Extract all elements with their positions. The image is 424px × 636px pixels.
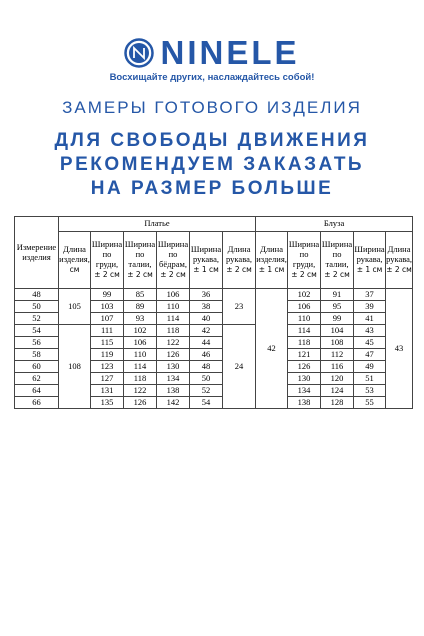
dress-value-cell: 52: [190, 385, 223, 397]
dress-value-cell: 44: [190, 337, 223, 349]
dress-value-cell: 110: [124, 349, 157, 361]
column-unit: ± 2 см: [386, 264, 412, 274]
blouse-value-cell: 102: [288, 289, 321, 301]
dress-column-header: [157, 232, 190, 289]
brand-name: NINELE: [160, 34, 300, 71]
column-name: Ширина по груди,: [91, 239, 123, 269]
dress-value-cell: 118: [124, 373, 157, 385]
dress-sleeve-length-cell: 23: [223, 289, 256, 325]
size-chart-table: [14, 216, 413, 409]
column-name: Длина рукава,: [386, 244, 413, 265]
blouse-sleeve-length-cell: 43: [386, 289, 413, 409]
blouse-length-cell: 42: [256, 289, 288, 409]
dress-column-header: [223, 232, 256, 289]
blouse-value-cell: 43: [354, 325, 386, 337]
dress-value-cell: 114: [157, 313, 190, 325]
column-unit: ± 1 см: [356, 264, 383, 274]
blouse-value-cell: 91: [321, 289, 354, 301]
table-row: [15, 289, 413, 301]
dress-value-cell: 134: [157, 373, 190, 385]
column-unit: ± 2 см: [291, 269, 317, 279]
column-unit: ± 2 см: [94, 269, 120, 279]
dress-value-cell: 127: [91, 373, 124, 385]
column-unit: ± 1 см: [193, 264, 219, 274]
column-name: Ширина по талии,: [124, 239, 156, 269]
size-cell: 66: [15, 397, 59, 409]
column-name: Ширина по талии,: [321, 239, 353, 269]
dress-value-cell: 126: [124, 397, 157, 409]
blouse-value-cell: 130: [288, 373, 321, 385]
dress-length-cell: 108: [59, 325, 91, 409]
dress-value-cell: 89: [124, 301, 157, 313]
dress-value-cell: 48: [190, 361, 223, 373]
page-subtitle: ЗАМЕРЫ ГОТОВОГО ИЗДЕЛИЯ: [62, 98, 362, 117]
dress-group-header: Платье: [59, 217, 256, 232]
blouse-value-cell: 37: [354, 289, 386, 301]
dress-value-cell: 126: [157, 349, 190, 361]
dress-value-cell: 110: [157, 301, 190, 313]
blouse-value-cell: 128: [321, 397, 354, 409]
column-name: Ширина рукава,: [190, 244, 222, 265]
dress-value-cell: 93: [124, 313, 157, 325]
blouse-value-cell: 41: [354, 313, 386, 325]
dress-value-cell: 54: [190, 397, 223, 409]
dress-value-cell: 114: [124, 361, 157, 373]
blouse-value-cell: 121: [288, 349, 321, 361]
blouse-value-cell: 138: [288, 397, 321, 409]
blouse-value-cell: 39: [354, 301, 386, 313]
column-name: Длина изделия,: [59, 244, 90, 265]
column-unit: ± 2 см: [226, 264, 252, 274]
dress-value-cell: 119: [91, 349, 124, 361]
dress-value-cell: 102: [124, 325, 157, 337]
size-cell: 52: [15, 313, 59, 325]
blouse-value-cell: 47: [354, 349, 386, 361]
blouse-value-cell: 124: [321, 385, 354, 397]
dress-column-header: [190, 232, 223, 289]
blouse-column-header: [386, 232, 413, 289]
n-monogram-icon: [124, 38, 154, 68]
heading-line-2: РЕКОМЕНДУЕМ ЗАКАЗАТЬ: [59, 154, 365, 175]
dress-value-cell: 142: [157, 397, 190, 409]
column-unit: ± 2 см: [324, 269, 350, 279]
heading-line-3: НА РАЗМЕР БОЛЬШЕ: [90, 178, 334, 199]
column-name: Длина рукава,: [226, 244, 252, 265]
size-header: Измерение изделия: [15, 217, 59, 289]
blouse-column-header: [288, 232, 321, 289]
dress-value-cell: 42: [190, 325, 223, 337]
column-unit: см: [69, 264, 80, 274]
blouse-group-header: Блуза: [256, 217, 413, 232]
dress-column-header: [59, 232, 91, 289]
column-name: Ширина рукава,: [354, 244, 385, 265]
dress-value-cell: 111: [91, 325, 124, 337]
size-cell: 56: [15, 337, 59, 349]
blouse-value-cell: 134: [288, 385, 321, 397]
size-cell: 58: [15, 349, 59, 361]
blouse-value-cell: 104: [321, 325, 354, 337]
table-row: [15, 325, 413, 337]
blouse-column-header: [321, 232, 354, 289]
column-name: Длина изделия,: [256, 244, 287, 265]
dress-value-cell: 123: [91, 361, 124, 373]
dress-column-header: [91, 232, 124, 289]
blouse-value-cell: 126: [288, 361, 321, 373]
dress-value-cell: 135: [91, 397, 124, 409]
dress-value-cell: 122: [157, 337, 190, 349]
blouse-value-cell: 116: [321, 361, 354, 373]
dress-value-cell: 118: [157, 325, 190, 337]
column-unit: ± 2 см: [127, 269, 153, 279]
dress-value-cell: 115: [91, 337, 124, 349]
size-cell: 48: [15, 289, 59, 301]
dress-value-cell: 85: [124, 289, 157, 301]
size-cell: 64: [15, 385, 59, 397]
blouse-value-cell: 114: [288, 325, 321, 337]
blouse-value-cell: 99: [321, 313, 354, 325]
dress-value-cell: 106: [124, 337, 157, 349]
dress-value-cell: 106: [157, 289, 190, 301]
dress-value-cell: 103: [91, 301, 124, 313]
dress-value-cell: 138: [157, 385, 190, 397]
column-unit: ± 1 см: [258, 264, 285, 274]
dress-value-cell: 36: [190, 289, 223, 301]
size-cell: 62: [15, 373, 59, 385]
blouse-value-cell: 51: [354, 373, 386, 385]
dress-value-cell: 40: [190, 313, 223, 325]
dress-column-header: [124, 232, 157, 289]
blouse-value-cell: 45: [354, 337, 386, 349]
brand-logo: [0, 36, 424, 70]
dress-value-cell: 46: [190, 349, 223, 361]
blouse-value-cell: 95: [321, 301, 354, 313]
blouse-value-cell: 106: [288, 301, 321, 313]
dress-value-cell: 122: [124, 385, 157, 397]
column-name: Ширина по бёдрам,: [157, 239, 189, 269]
dress-value-cell: 130: [157, 361, 190, 373]
blouse-value-cell: 49: [354, 361, 386, 373]
dress-length-cell: 105: [59, 289, 91, 325]
size-cell: 60: [15, 361, 59, 373]
blouse-column-header: [256, 232, 288, 289]
dress-sleeve-length-cell: 24: [223, 325, 256, 409]
dress-value-cell: 99: [91, 289, 124, 301]
blouse-value-cell: 108: [321, 337, 354, 349]
blouse-value-cell: 53: [354, 385, 386, 397]
dress-value-cell: 38: [190, 301, 223, 313]
size-cell: 54: [15, 325, 59, 337]
dress-value-cell: 131: [91, 385, 124, 397]
heading-line-1: ДЛЯ СВОБОДЫ ДВИЖЕНИЯ: [54, 130, 370, 151]
blouse-value-cell: 112: [321, 349, 354, 361]
column-unit: ± 2 см: [160, 269, 186, 279]
dress-value-cell: 50: [190, 373, 223, 385]
blouse-value-cell: 55: [354, 397, 386, 409]
blouse-value-cell: 118: [288, 337, 321, 349]
blouse-value-cell: 110: [288, 313, 321, 325]
size-cell: 50: [15, 301, 59, 313]
blouse-value-cell: 120: [321, 373, 354, 385]
blouse-column-header: [354, 232, 386, 289]
column-name: Ширина по груди,: [288, 239, 320, 269]
brand-tagline: Восхищайте других, наслаждайтесь собой!: [109, 72, 315, 83]
dress-value-cell: 107: [91, 313, 124, 325]
